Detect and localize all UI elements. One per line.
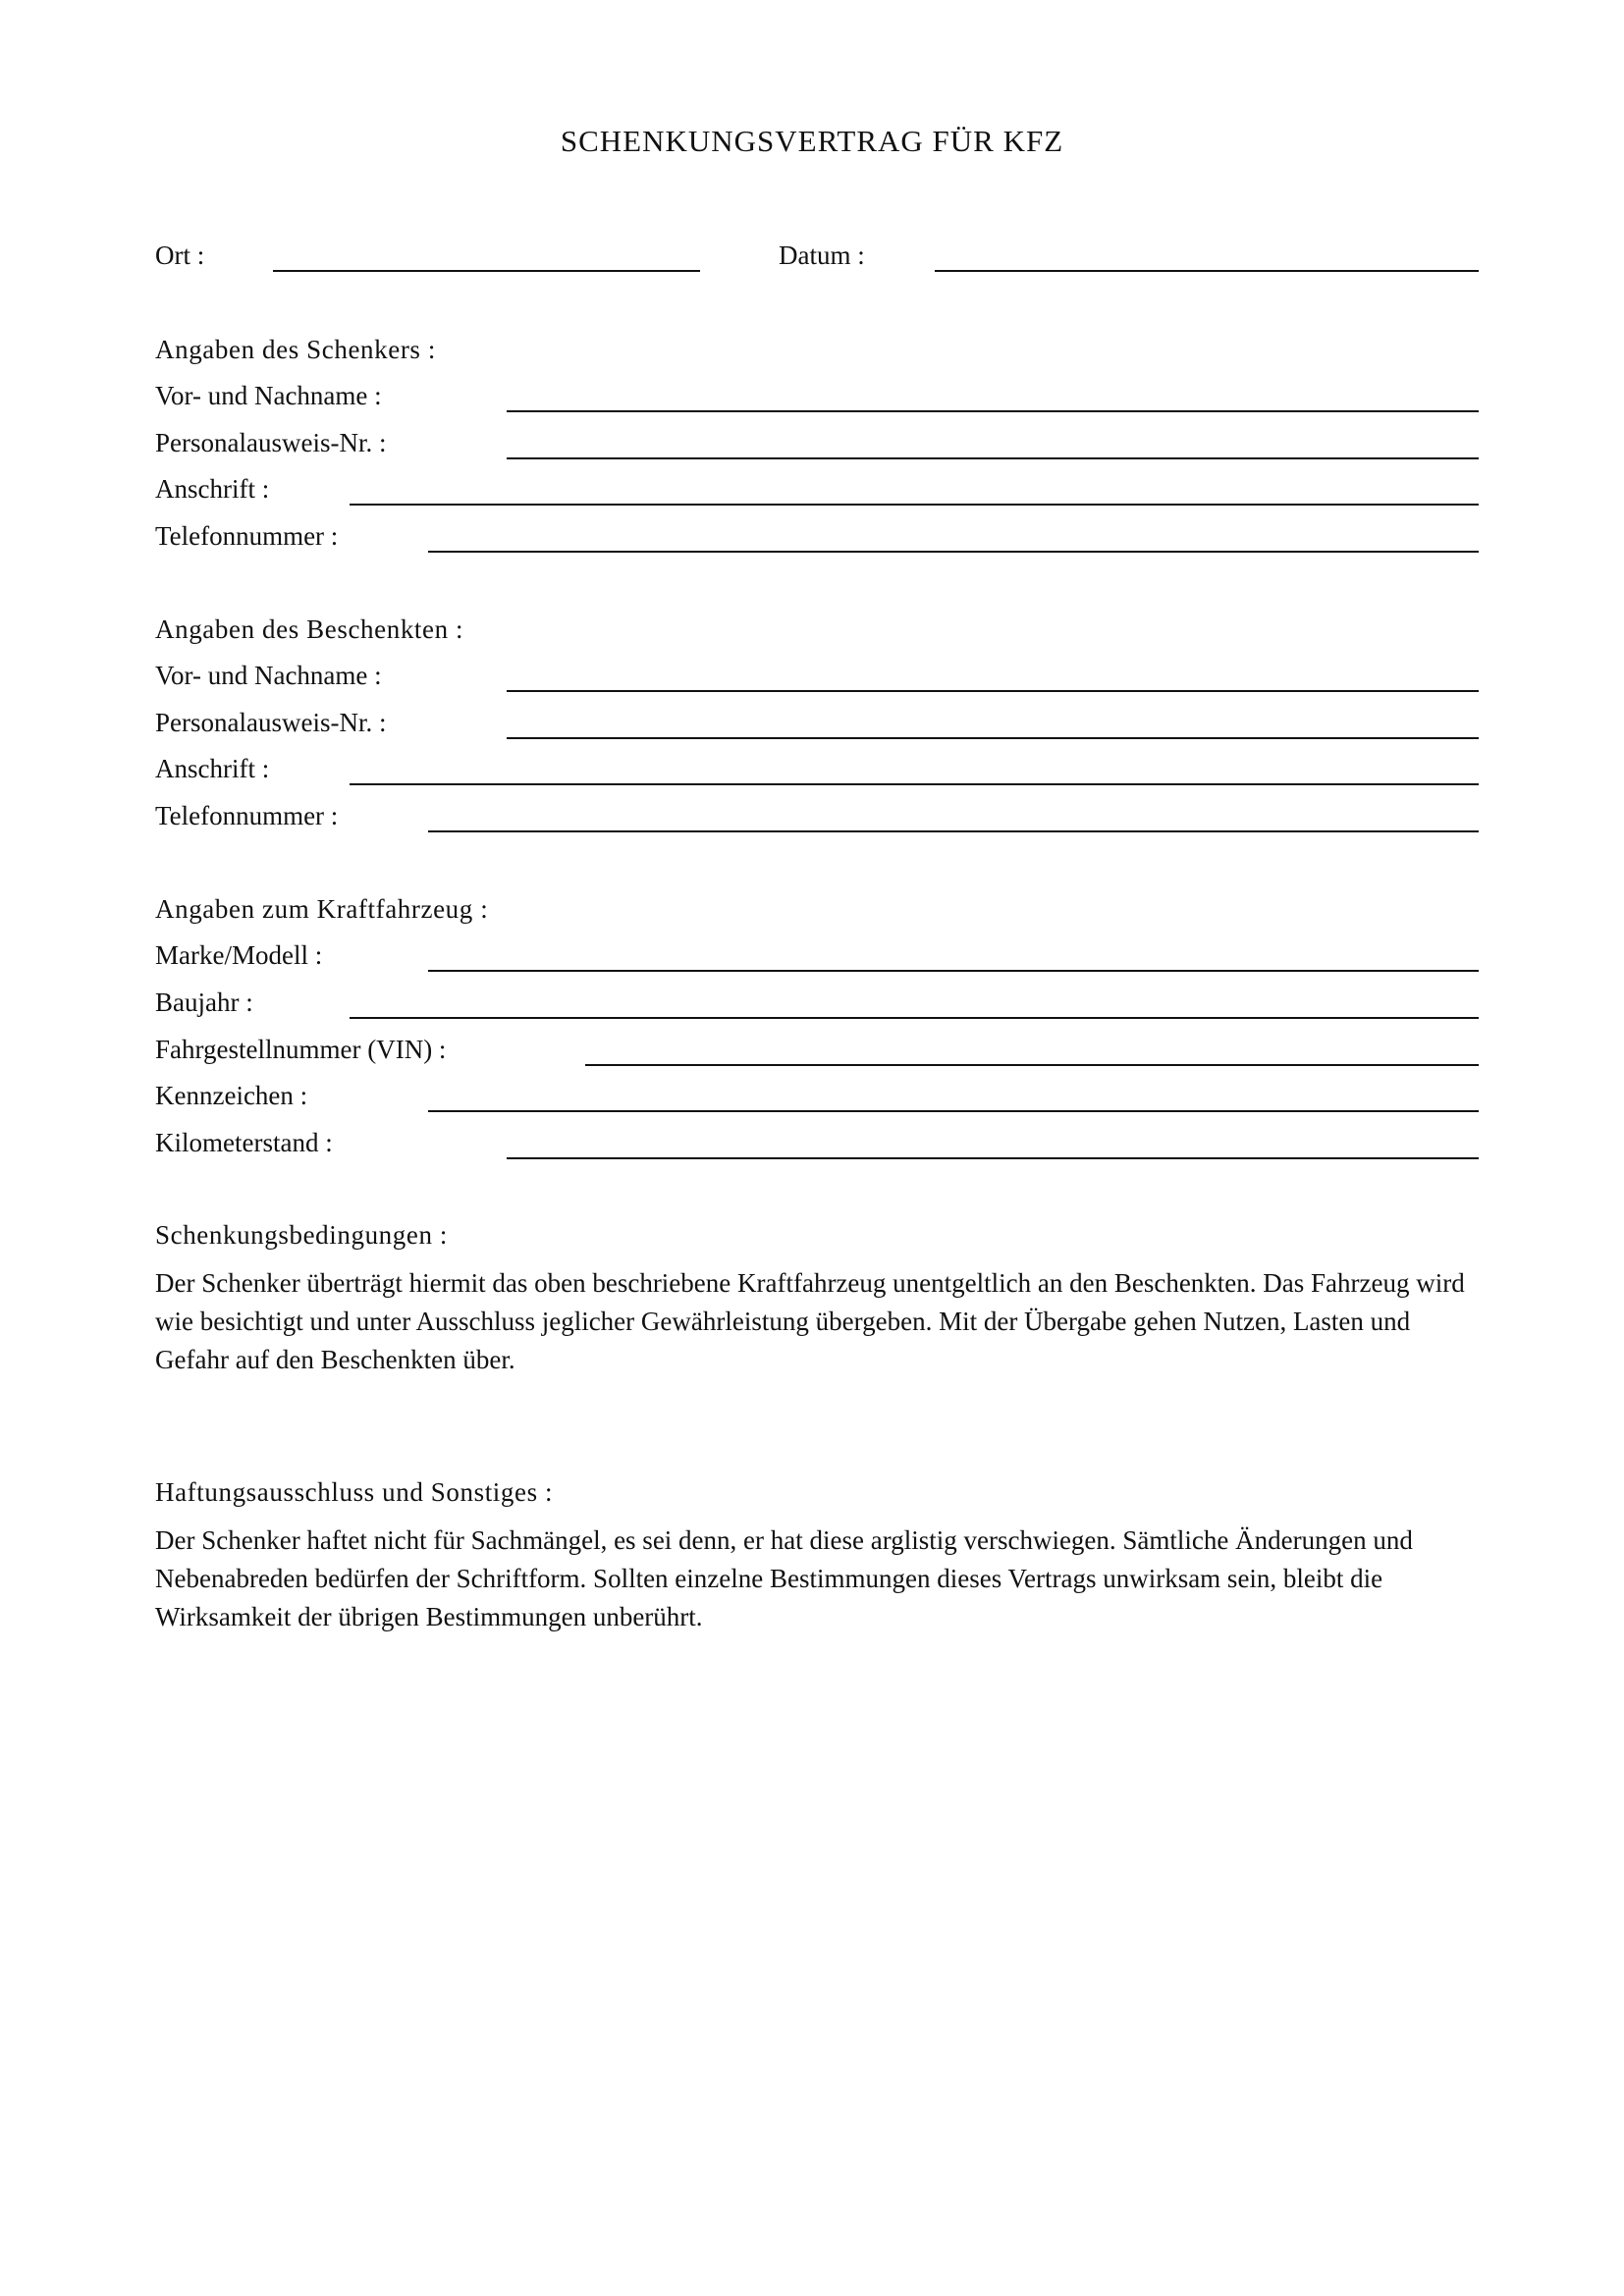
vehicle-year-label: Baujahr :	[155, 988, 253, 1017]
vehicle-heading: Angaben zum Kraftfahrzeug :	[155, 894, 489, 924]
donor-name-label: Vor- und Nachname :	[155, 381, 382, 410]
vehicle-mileage-field[interactable]	[507, 1157, 1479, 1159]
date-label: Datum :	[779, 240, 865, 270]
donor-phone-label: Telefonnummer :	[155, 521, 339, 551]
liability-text: Der Schenker haftet nicht für Sachmängel, es sei denn, er hat diese arglistig verschwiegen. Sämtliche Änderungen und Nebenabreden bedürfen der Schriftform. Sollten einzelne Bestimmungen dieses Vertrags unwirksam sein, bleibt die Wirksamkeit der übrigen Bestimmungen unberührt.	[155, 1525, 1413, 1631]
vehicle-vin-label: Fahrgestellnummer (VIN) :	[155, 1035, 447, 1064]
recipient-heading: Angaben des Beschenkten :	[155, 614, 464, 644]
donor-id-field[interactable]	[507, 457, 1479, 459]
recipient-phone-label: Telefonnummer :	[155, 801, 339, 830]
recipient-address-field[interactable]	[350, 783, 1479, 785]
conditions-text: Der Schenker überträgt hiermit das oben beschriebene Kraftfahrzeug unentgeltlich an den Beschenkten. Das Fahrzeug wird wie besichtigt und unter Ausschluss jeglicher Gewährleistung übergeben. Mit der Übergabe gehen Nutzen, Lasten und Gefahr auf den Beschenkten über.	[155, 1268, 1465, 1374]
vehicle-plate-field[interactable]	[428, 1110, 1479, 1112]
recipient-phone-field[interactable]	[428, 830, 1479, 832]
donor-id-label: Personalausweis-Nr. :	[155, 428, 387, 457]
vehicle-year-field[interactable]	[350, 1017, 1479, 1019]
recipient-address-label: Anschrift :	[155, 754, 270, 783]
vehicle-mileage-label: Kilometerstand :	[155, 1128, 333, 1157]
donor-phone-field[interactable]	[428, 551, 1479, 553]
place-field[interactable]	[273, 270, 700, 272]
vehicle-make-field[interactable]	[428, 970, 1479, 972]
recipient-id-label: Personalausweis-Nr. :	[155, 708, 387, 737]
recipient-name-field[interactable]	[507, 690, 1479, 692]
vehicle-vin-field[interactable]	[585, 1064, 1479, 1066]
donor-name-field[interactable]	[507, 410, 1479, 412]
recipient-name-label: Vor- und Nachname :	[155, 661, 382, 690]
conditions-heading: Schenkungsbedingungen :	[155, 1220, 449, 1250]
liability-heading: Haftungsausschluss und Sonstiges :	[155, 1477, 554, 1507]
vehicle-plate-label: Kennzeichen :	[155, 1081, 308, 1110]
donor-address-field[interactable]	[350, 504, 1479, 506]
date-field[interactable]	[935, 270, 1479, 272]
donor-address-label: Anschrift :	[155, 474, 270, 504]
document-title: SCHENKUNGSVERTRAG FÜR KFZ	[560, 124, 1064, 158]
donor-heading: Angaben des Schenkers :	[155, 335, 436, 364]
recipient-id-field[interactable]	[507, 737, 1479, 739]
place-label: Ort :	[155, 240, 205, 270]
vehicle-make-label: Marke/Modell :	[155, 940, 323, 970]
